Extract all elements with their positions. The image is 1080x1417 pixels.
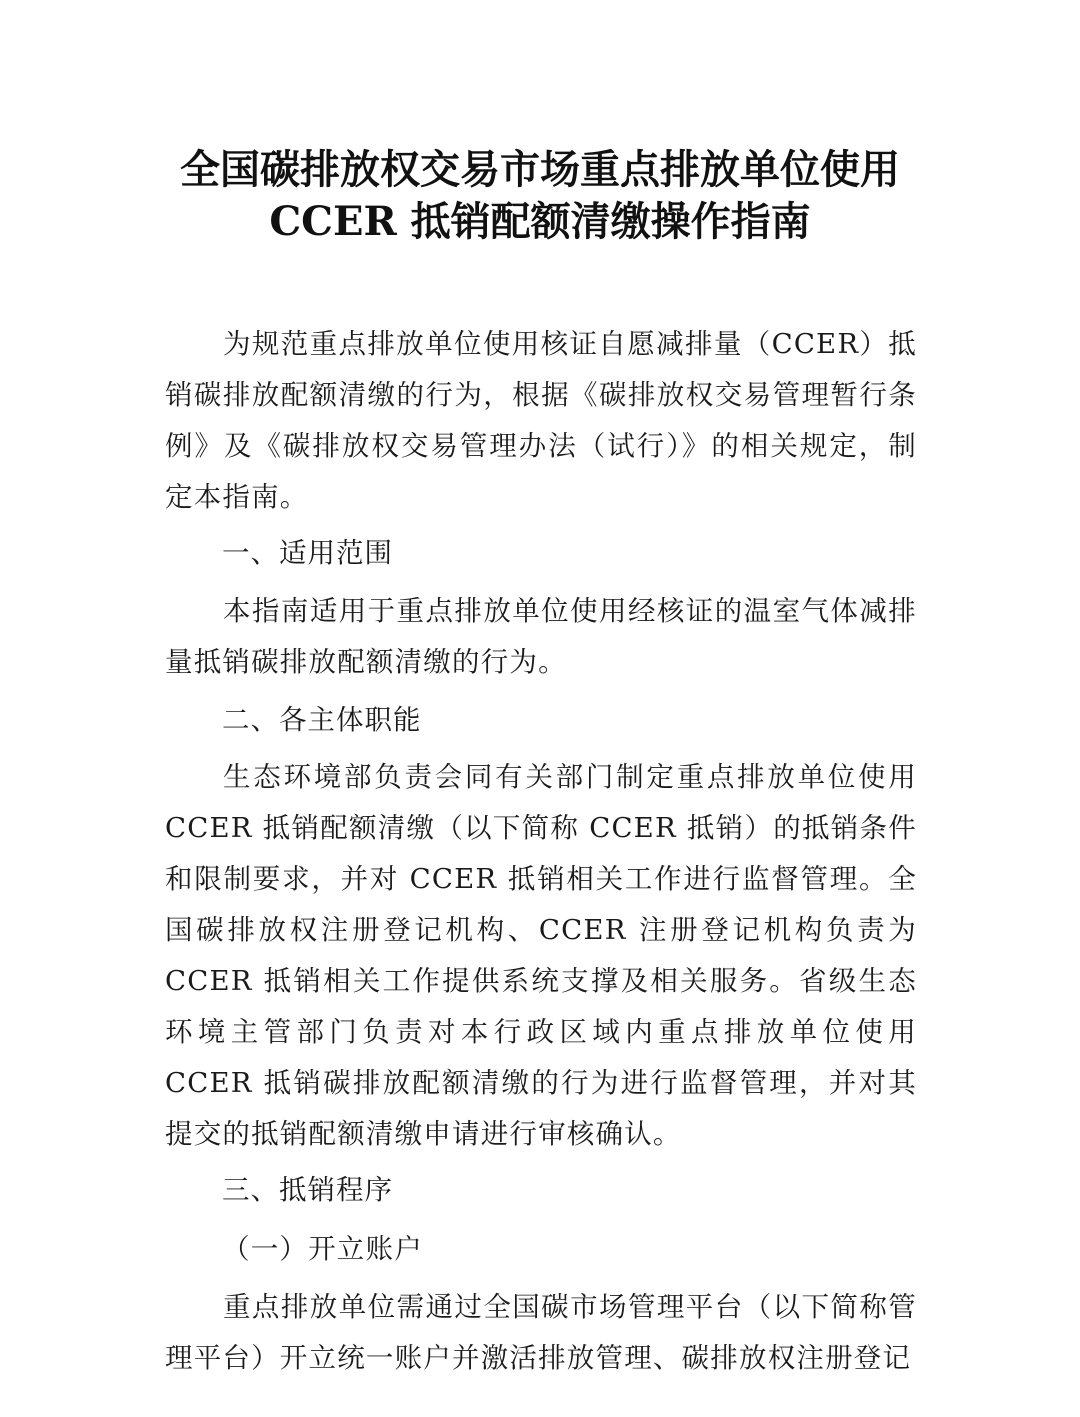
section-heading-duties: 二、各主体职能	[222, 704, 422, 736]
document-title-line-1: 全国碳排放权交易市场重点排放单位使用	[180, 146, 900, 193]
document-title-line-2: CCER 抵销配额清缴操作指南	[269, 198, 811, 245]
section-heading-procedure: 三、抵销程序	[222, 1174, 393, 1206]
section-paragraph-scope: 本指南适用于重点排放单位使用经核证的温室气体减排量抵销碳排放配额清缴的行为。	[165, 595, 917, 678]
section-paragraph-open-account: 重点排放单位需通过全国碳市场管理平台（以下简称管理平台）开立统一账户并激活排放管理、碳排放权注册登记	[165, 1291, 917, 1374]
subsection-heading-open-account: （一）开立账户	[222, 1233, 423, 1265]
intro-paragraph: 为规范重点排放单位使用核证自愿减排量（CCER）抵销碳排放配额清缴的行为，根据《碳排放权交易管理暂行条例》及《碳排放权交易管理办法（试行）》的相关规定，制定本指南。	[165, 328, 917, 513]
section-paragraph-duties: 生态环境部负责会同有关部门制定重点排放单位使用 CCER 抵销配额清缴（以下简称 CCER 抵销）的抵销条件和限制要求，并对 CCER 抵销相关工作进行监督管理。全国碳排放权注册登记机构、CCER 注册登记机构负责为 CCER 抵销相关工作提供系统支撑及相关服务。省级生态环境主管部门负责对本行政区域内重点排放单位使用 CCER 抵销碳排放配额清缴的行为进行监督管理，并对其提交的抵销配额清缴申请进行审核确认。	[165, 761, 917, 1150]
section-heading-scope: 一、适用范围	[222, 537, 393, 569]
